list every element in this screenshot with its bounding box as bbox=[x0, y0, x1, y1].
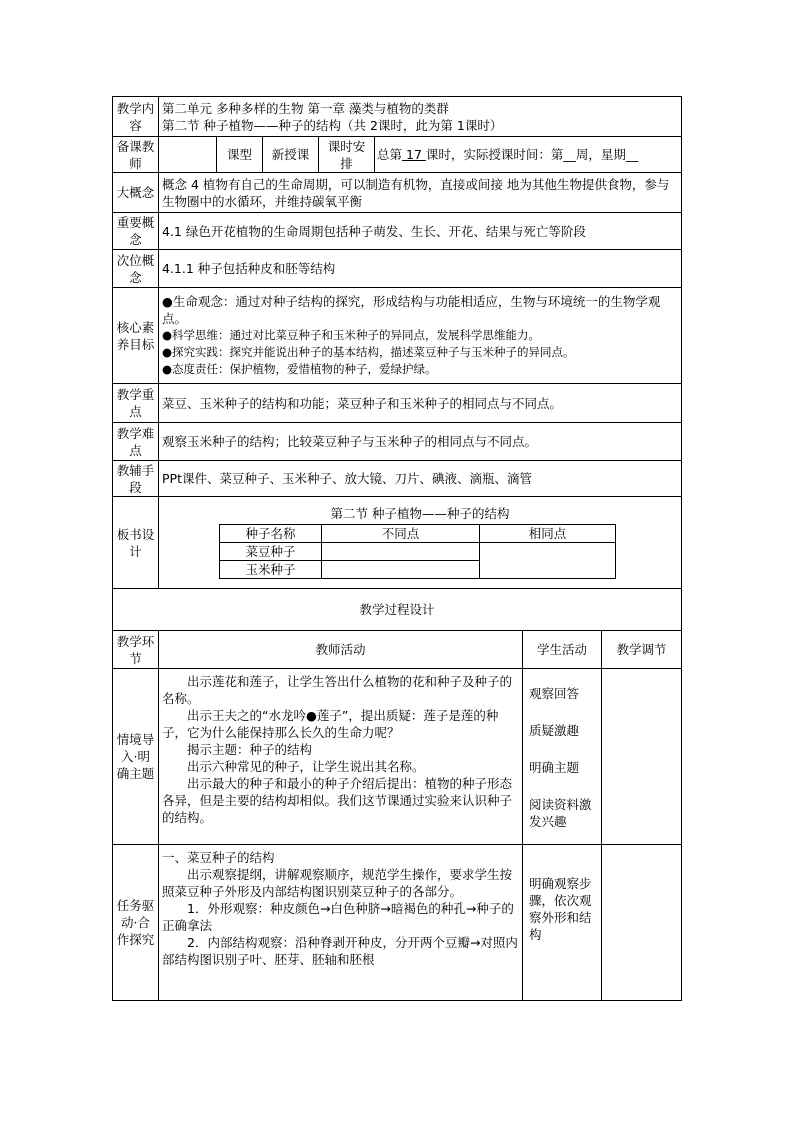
phase-2-student bbox=[523, 845, 602, 1001]
phase-1-adjust bbox=[602, 669, 682, 845]
type-label: 课型 bbox=[217, 137, 263, 173]
important-concept-text: 4.1 绿色开花植物的生命周期包括种子萌发、生长、开花、结果与死亡等阶段 bbox=[159, 213, 682, 250]
schedule-label: 课时安排 bbox=[319, 137, 375, 173]
lesson-plan-table bbox=[112, 96, 682, 1001]
row-label-aids: 教辅手段 bbox=[113, 461, 159, 497]
teacher-step: 1．外形观察：种皮颜色→白色种脐→暗褐色的种孔→种子的正确拿法 bbox=[162, 901, 514, 933]
teacher-step: 出示王夫之的“水龙吟●莲子”，提出质疑：莲子是莲的种子，它为什么能保持那么长久的生命力呢？ bbox=[162, 708, 499, 740]
student-activity: 明确主题 bbox=[529, 760, 580, 775]
content-line-1: 第二单元 多种多样的生物 第一章 藻类与植物的类群 bbox=[162, 100, 449, 116]
phase-2-teacher bbox=[159, 845, 523, 1001]
student-activity: 观察回答 bbox=[529, 686, 580, 701]
row-label-core-literacy: 核心素养目标 bbox=[113, 288, 159, 384]
schedule-cell bbox=[375, 137, 682, 173]
teacher-step: 出示六种常见的种子，让学生说出其名称。 bbox=[187, 759, 425, 774]
literacy-item: ●探究实践：探究并能说出种子的基本结构，描述菜豆种子与玉米种子的异同点。 bbox=[162, 345, 575, 359]
process-title: 教学过程设计 bbox=[113, 589, 682, 631]
literacy-item: ●态度责任：保护植物，爱惜植物的种子，爱绿护绿。 bbox=[162, 362, 437, 376]
board-cell-empty bbox=[480, 542, 616, 578]
board-header-diff: 不同点 bbox=[322, 524, 480, 542]
row-label-key-point: 教学重点 bbox=[113, 384, 159, 423]
content-cell bbox=[159, 97, 682, 137]
phase-2-adjust bbox=[602, 845, 682, 1001]
board-table bbox=[219, 524, 616, 579]
student-activity: 阅读资料激发兴趣 bbox=[529, 797, 592, 829]
row-label-teacher: 备课教师 bbox=[113, 137, 159, 173]
board-cell bbox=[159, 497, 682, 589]
phase-2-label: 任务驱动·合作探究 bbox=[113, 845, 159, 1001]
board-title: 第二节 种子植物——种子的结构 bbox=[330, 505, 510, 521]
phase-1-teacher bbox=[159, 669, 523, 845]
header-phase: 教学环节 bbox=[113, 631, 159, 669]
difficulty-text: 观察玉米种子的结构；比较菜豆种子与玉米种子的相同点与不同点。 bbox=[159, 423, 682, 461]
row-label-sub-concept: 次位概念 bbox=[113, 250, 159, 288]
row-label-important-concept: 重要概念 bbox=[113, 213, 159, 250]
teacher-step: 2．内部结构观察：沿种脊剥开种皮，分开两个豆瓣→对照内部结构图识别子叶、胚芽、胚轴和胚根 bbox=[162, 935, 518, 967]
aids-text: PPt课件、菜豆种子、玉米种子、放大镜、刀片、碘液、滴瓶、滴管 bbox=[159, 461, 682, 497]
row-label-difficulty: 教学难点 bbox=[113, 423, 159, 461]
student-activity: 质疑激趣 bbox=[529, 723, 580, 738]
header-student: 学生活动 bbox=[523, 631, 602, 669]
phase-1-student bbox=[523, 669, 602, 845]
teacher-step: 一、菜豆种子的结构 bbox=[162, 850, 275, 865]
phase-1-label: 情境导入·明确主题 bbox=[113, 669, 159, 845]
core-literacy-cell bbox=[159, 288, 682, 384]
student-activity: 明确观察步骤，依次观察外形和结构 bbox=[529, 876, 592, 942]
big-concept-text: 概念 4 植物有自己的生命周期，可以制造有机物，直接或间接 地为其他生物提供食物，参与生物圈中的水循环，并维持碳氧平衡 bbox=[159, 173, 682, 213]
literacy-item: ●科学思维：通过对比菜豆种子和玉米种子的异同点，发展科学思维能力。 bbox=[162, 328, 541, 342]
board-row-bean: 菜豆种子 bbox=[220, 542, 322, 560]
row-label-content: 教学内容 bbox=[113, 97, 159, 137]
total-prefix: 总第 bbox=[377, 147, 403, 162]
teacher-name-cell bbox=[159, 137, 217, 173]
board-header-name: 种子名称 bbox=[220, 524, 322, 542]
total-value: 17 bbox=[402, 147, 426, 162]
content-line-2: 第二节 种子植物——种子的结构（共 2课时，此为第 1课时） bbox=[162, 117, 503, 133]
board-header-same: 相同点 bbox=[480, 524, 616, 542]
literacy-item: ●生命观念：通过对种子结构的探究，形成结构与功能相适应，生物与环境统一的生物学观点。 bbox=[162, 294, 661, 326]
teacher-step: 出示观察提纲，讲解观察顺序，规范学生操作，要求学生按照菜豆种子外形及内部结构图识别菜豆种子的各部分。 bbox=[162, 867, 513, 899]
type-value: 新授课 bbox=[263, 137, 319, 173]
teacher-step: 出示最大的种子和最小的种子介绍后提出：植物的种子形态各异，但是主要的结构却相似。我们这节课通过实验来认识种子的结构。 bbox=[162, 776, 513, 825]
key-point-text: 菜豆、玉米种子的结构和功能；菜豆种子和玉米种子的相同点与不同点。 bbox=[159, 384, 682, 423]
header-adjust: 教学调节 bbox=[602, 631, 682, 669]
board-cell-empty bbox=[322, 542, 480, 560]
header-teacher: 教师活动 bbox=[159, 631, 523, 669]
teacher-step: 出示莲花和莲子，让学生答出什么植物的花和种子及种子的名称。 bbox=[162, 674, 513, 706]
teacher-step: 揭示主题：种子的结构 bbox=[187, 742, 313, 757]
board-row-corn: 玉米种子 bbox=[220, 560, 322, 578]
sub-concept-text: 4.1.1 种子包括种皮和胚等结构 bbox=[159, 250, 682, 288]
row-label-big-concept: 大概念 bbox=[113, 173, 159, 213]
total-suffix: 课时，实际授课时间：第__周，星期__ bbox=[425, 147, 639, 162]
board-cell-empty bbox=[322, 560, 480, 578]
row-label-board: 板书设计 bbox=[113, 497, 159, 589]
lesson-plan bbox=[112, 96, 681, 1001]
